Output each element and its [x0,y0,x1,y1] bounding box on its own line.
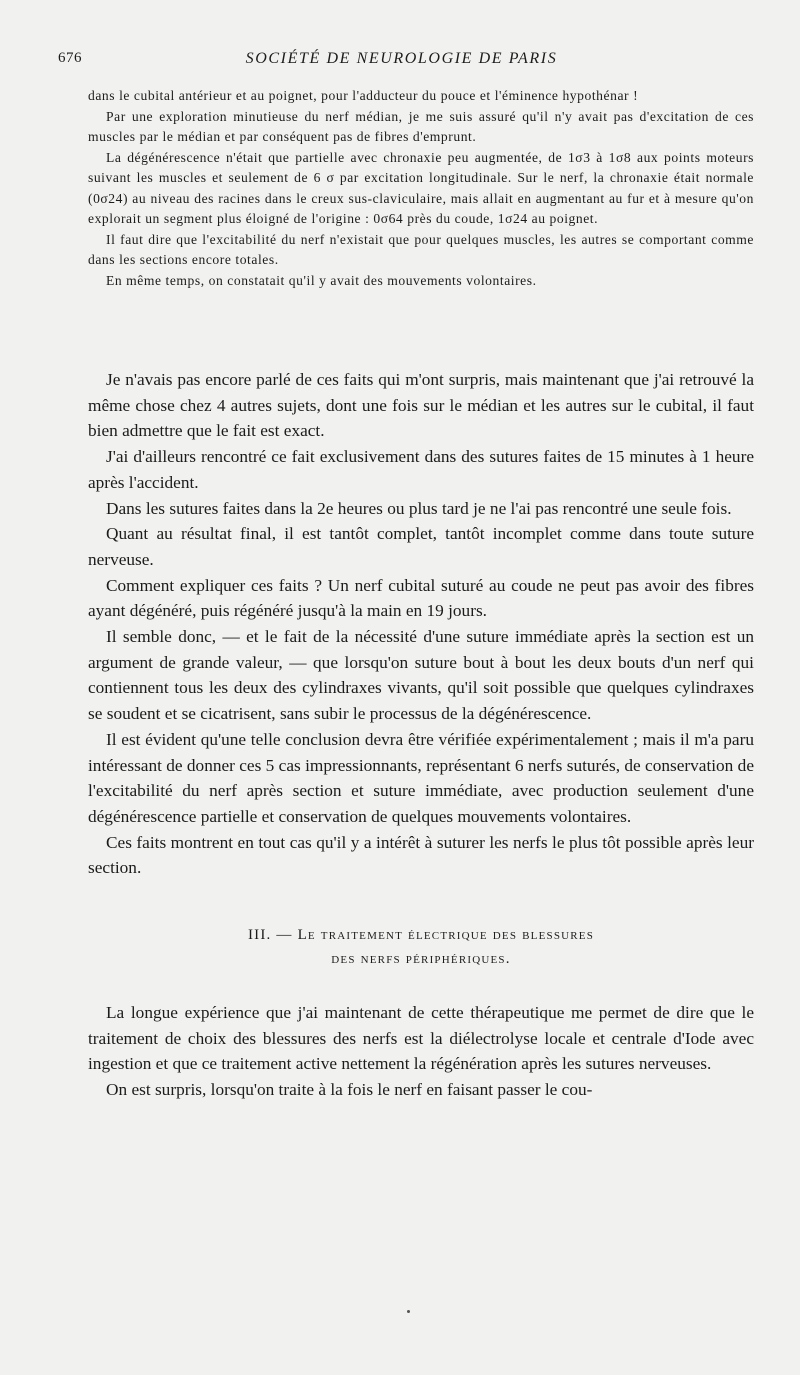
body-paragraph: Il semble donc, — et le fait de la nécessité d'une suture immédiate après la section est un argument de grande valeur, — que lorsqu'on suture bout à bout les deux bouts d'un nerf qui contiennent tous les deux des cylindraxes vivants, qu'il soit possible que quelques cylindraxes se soudent et se cicatrisent, sans subir le processus de la dégénérescence. [88,627,754,724]
small-print-block [88,86,754,291]
small-paragraph: dans le cubital antérieur et au poignet, pour l'adducteur du pouce et l'éminence hypothénar ! [88,88,639,103]
small-paragraph: La dégénérescence n'était que partielle avec chronaxie peu augmentée, de 1σ3 à 1σ8 aux points moteurs suivant les muscles et seulement de 6 σ par excitation longitudinale. Sur le nerf, la chronaxie était normale (0σ24) au niveau des racines dans le creux sus-claviculaire, mais allait en augmentant au fur et à mesure qu'on explorait un segment plus éloigné de l'origine : 0σ64 près du coude, 1σ24 au poignet. [88,149,754,226]
body-paragraph: J'ai d'ailleurs rencontré ce fait exclusivement dans des sutures faites de 15 minutes à 1 heure après l'accident. [88,447,754,492]
small-paragraph: Par une exploration minutieuse du nerf médian, je me suis assuré qu'il n'y avait pas d'excitation de ces muscles par le médian et par conséquent pas de fibres d'emprunt. [88,108,754,144]
section-heading-line: III. — Le traitement électrique des blessures [247,927,595,944]
body-paragraph: Ces faits montrent en tout cas qu'il y a intérêt à suturer les nerfs le plus tôt possible après leur section. [88,832,754,878]
page-header [58,50,745,74]
body-paragraph: Il est évident qu'une telle conclusion devra être vérifiée expérimentalement ; mais il m'a paru intéressant de donner ces 5 cas impressionnants, représentant 6 nerfs suturés, de conservation de l'excitabilité du nerf après section et suture immédiate, avec production seulement d'une dégénérescence partielle et conservation de quelques mouvements volontaires. [88,729,754,826]
section-heading [88,923,754,971]
body-paragraph: On est surpris, lorsqu'on traite à la fois le nerf en faisant passer le cou- [106,1080,593,1100]
body-paragraph: La longue expérience que j'ai maintenant de cette thérapeutique me permet de dire que le traitement de choix des blessures des nerfs est la diélectrolyse locale et centrale d'Iode avec ingestion et que ce traitement active nettement la régénération après les sutures nerveuses. [88,1003,754,1074]
small-paragraph: En même temps, on constatait qu'il y avait des mouvements volontaires. [106,272,537,288]
body-paragraph: Quant au résultat final, il est tantôt complet, tantôt incomplet comme dans toute suture nerveuse. [88,524,754,569]
body-paragraph: Je n'avais pas encore parlé de ces faits qui m'ont surpris, mais maintenant que j'ai retrouvé la même chose chez 4 autres sujets, dont une fois sur le médian et les autres sur le cubital, il faut bien admettre que le fait est exact. [88,370,754,441]
body-paragraph: Comment expliquer ces faits ? Un nerf cubital suturé au coude ne peut pas avoir des fibres ayant dégénéré, puis régénéré jusqu'à la main en 19 jours. [88,575,754,621]
section-heading-line: des nerfs périphériques. [331,951,511,968]
print-speck [407,1310,410,1313]
main-text-block [88,367,754,1103]
page-number: 676 [58,50,82,66]
body-paragraph: Dans les sutures faites dans la 2e heures ou plus tard je ne l'ai pas rencontré une seule fois. [106,498,732,518]
small-paragraph: Il faut dire que l'excitabilité du nerf n'existait que pour quelques muscles, les autres se comportant comme dans les sections encore totales. [88,231,754,267]
running-title: SOCIÉTÉ DE NEUROLOGIE DE PARIS [245,50,558,67]
